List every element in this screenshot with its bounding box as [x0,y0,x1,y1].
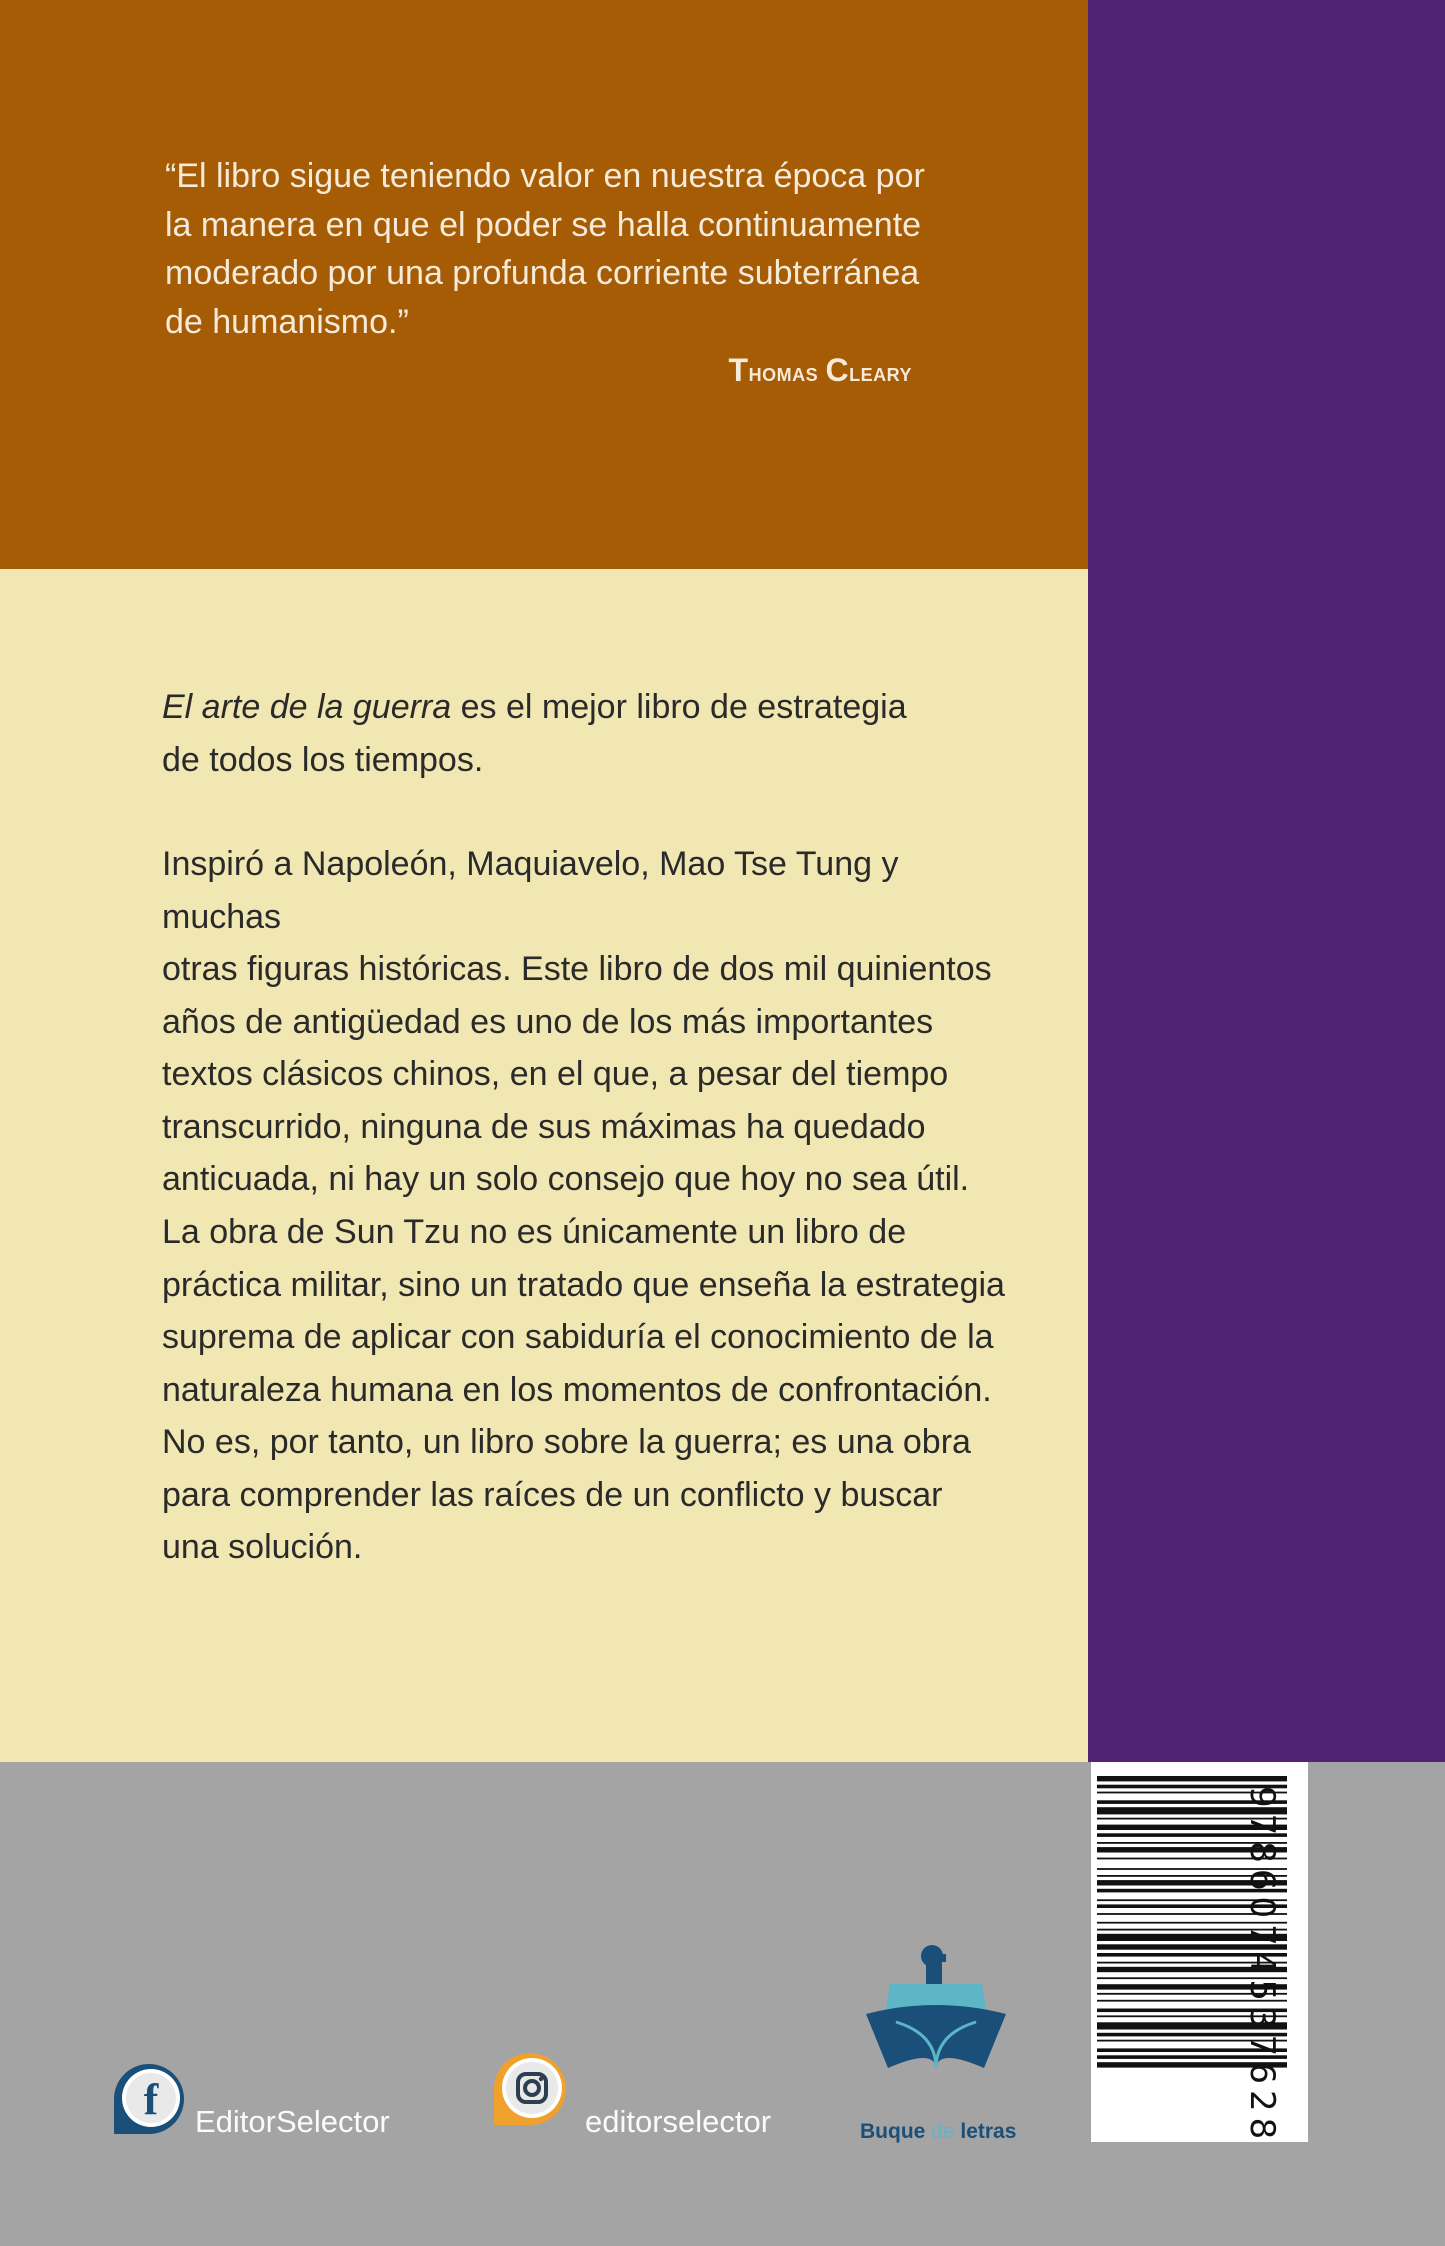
description-paragraph-1: El arte de la guerra es el mejor libro de estrategia de todos los tiempos. [162,688,907,779]
quote-line: “El libro sigue teniendo valor en nuestra época por [165,157,925,195]
quote-line: de humanismo.” [165,302,409,341]
svg-text:f: f [143,2075,159,2124]
barcode-bar [1097,1776,1287,1781]
instagram-handle[interactable]: editorselector [585,2104,772,2139]
quote-line: moderado por una profunda corriente subterránea [165,254,920,292]
quote-text [165,152,925,346]
book-title: El arte de la guerra [162,688,452,726]
quote-panel [0,0,1088,569]
quote-line: la manera en que el poder se halla continuamente [165,205,922,244]
publisher-logo-text: Buque de letras [860,2120,1017,2143]
ship-logo-icon [856,1944,1026,2074]
facebook-handle[interactable]: EditorSelector [195,2104,390,2139]
facebook-icon[interactable] [108,2058,190,2140]
description-paragraph-3: La obra de Sun Tzu no es únicamente un libro de práctica militar, sino un tratado que enseña la estrategia suprema de aplicar con sabiduría el conocimiento de la naturaleza humana en los momentos de confrontación. No es, por tanto, un libro sobre la guerra; es una obra para comprender las raíces de un conflicto y buscar una solución. [162,1213,1005,1566]
isbn-digits: 9786074537628 [1242,1786,1282,2146]
description-paragraph-2: Inspiró a Napoleón, Maquiavelo, Mao Tse Tung y muchas otras figuras históricas. Este libro de dos mil quinientos años de antigüedad es uno de los más importantes textos clásicos chinos, en el que, a pesar del tiempo transcurrido, ninguna de sus máximas ha quedado anticuada, ni hay un solo consejo que hoy no sea útil. [162,845,992,1198]
quote-author: Thomas Cleary [728,352,912,388]
instagram-icon[interactable] [492,2051,574,2133]
spine-panel [1088,0,1445,1762]
